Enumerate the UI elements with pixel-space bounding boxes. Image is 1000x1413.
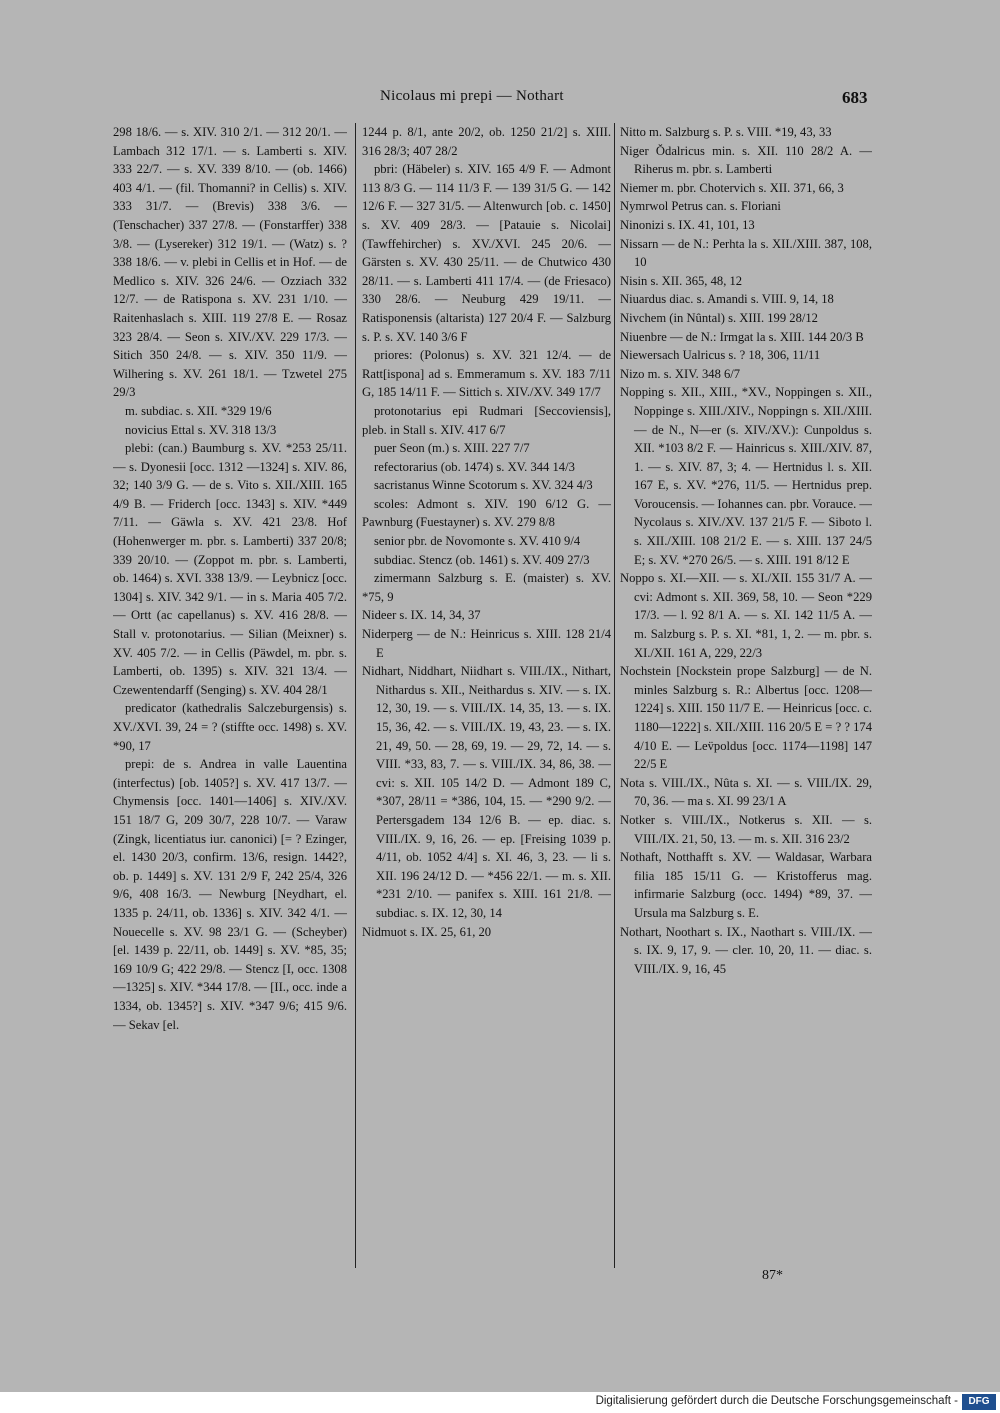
index-entry: prepi: de s. Andrea in valle Lauentina (interfectus) [ob. 1405?] s. XV. 417 13/7. — Chymensis [occ. 1401—1406] s. XIV./XV. 151 18/7 G, 209 30/7, 228 10/7. — Varaw (Zingk, licentiatus iur. canonici) [= ? Ezinger, el. 1430 20/3, confirm. 13/6, resign. 1442?, ob. p. 1449] s. XV. 131 2/9 F, 242 25/4, 326 9/6, 408 16/3. — Newburg [Neydhart, el. 1335 p. 24/11, ob. 1336] s. XIV. 342 4/1. — Nouecelle s. XV. 98 23/1 G. — (Scheyber) [el. 1439 p. 22/11, ob. 1449] s. XV. *85, 35; 169 10/9 G; 422 29/8. — Stencz [I, occ. 1308—1325] s. XIV. *344 17/8. — [II., occ. inde a 1334, ob. 1345?] s. XIV. *347 9/6; 415 9/6. — Sekav [el. [113, 757, 347, 1032]
index-entry: Notker s. VIII./IX., Notkerus s. XII. — s. VIII./IX. 21, 50, 13. — m. s. XII. 316 23/2 [620, 812, 872, 846]
index-entry: pbri: (Häbeler) s. XIV. 165 4/9 F. — Admont 113 8/3 G. — 114 11/3 F. — 139 31/5 G. — 142 12/6 F. — 327 31/5. — Altenwurch [ob. c. 1450] s. XV. 409 28/3. — [Patauie s. Nicolai] (Tawffehircher) s. XV./XVI. 245 20/6. — Gärsten s. XV. 430 25/11. — de Chutwico 430 28/11. — s. Lamberti 411 17/4. — (de Friesaco) 330 28/6. — Neuburg 429 19/11. — Ratisponensis (altarista) 127 20/4 F. — Salzburg s. P. s. XV. 140 3/6 F [362, 162, 611, 344]
index-entry: subdiac. Stencz (ob. 1461) s. XV. 409 27/3 [374, 552, 590, 567]
index-entry: Nideer s. IX. 14, 34, 37 [362, 608, 481, 623]
index-entry: Noppo s. XI.—XII. — s. XI./XII. 155 31/7 A. — cvi: Admont s. XII. 369, 58, 10. — Seon *229 17/3. — l. 92 8/1 A. — s. XI. 142 11/5 A. — m. Salzburg s. P. s. XI. *81, 1, 2. — m. pbr. s. XI./XII. 161 A, 229, 22/3 [620, 571, 872, 660]
funding-credit: Digitalisierung gefördert durch die Deutsche Forschungsgemeinschaft - [595, 1395, 958, 1407]
column-divider [614, 123, 615, 1268]
index-entry: zimermann Salzburg s. E. (maister) s. XV. *75, 9 [362, 571, 611, 604]
index-entry: Niewersach Ualricus s. ? 18, 306, 11/11 [620, 348, 821, 363]
index-entry: senior pbr. de Novomonte s. XV. 410 9/4 [374, 534, 581, 549]
index-entry: puer Seon (m.) s. XIII. 227 7/7 [374, 441, 530, 456]
index-entry: refectorarius (ob. 1474) s. XV. 344 14/3 [374, 459, 575, 474]
index-entry: m. subdiac. s. XII. *329 19/6 [125, 403, 272, 418]
index-entry: plebi: (can.) Baumburg s. XV. *253 25/11. — s. Dyonesii [occ. 1312 —1324] s. XIV. 86, 32; 140 3/9 G. — de s. Vito s. XII./XIII. 165 4/9 B. — Friderch [occ. 1343] s. XIV. *449 7/11. — Gäwla s. XV. 421 23/8. Hof (Hohenwerger m. pbr. s. Lamberti) 337 20/8; 339 20/10. — (Zoppot m. pbr. s. Lamberti, ob. 1464) s. XVI. 338 13/9. — Leybnicz [occ. 1304] s. XIV. 342 9/1. — in s. Maria 405 7/2. — Ortt (ac capellanus) s. XV. 416 28/8. — Stall v. protonotarius. — Silian (Meixner) s. XV. 405 7/2. — in Cellis (Päwdel, m. pbr. s. Lamberti, ob. 1395) s. XIV. 321 13/4. — Czewentendarff (Senging) s. XV. 404 28/1 [113, 441, 347, 697]
index-entry: Nothart, Noothart s. IX., Naothart s. VIII./IX. — s. IX. 9, 17, 9. — cler. 10, 20, 11. — diac. s. VIII./IX. 9, 16, 45 [620, 924, 872, 976]
index-entry: Nota s. VIII./IX., Nûta s. XI. — s. VIII./IX. 29, 70, 36. — ma s. XI. 99 23/1 A [620, 775, 872, 809]
column-3 [620, 123, 872, 1273]
index-entry: Nizo m. s. XIV. 348 6/7 [620, 366, 741, 381]
running-title: Nicolaus mi prepi — Nothart [380, 88, 564, 104]
index-entry: Nopping s. XII., XIII., *XV., Noppingen s. XII., Noppinge s. XIII./XIV., Noppingn s. XII./XIII. — de N., N—er (s. XIV./XV.): Cunpoldus s. XII. *103 8/2 F. — Hainricus s. XIII./XIV. 87, 1. — s. XIV. 87, 3; 4. — Hertnidus l. s. XII. 167 E, s. XV. *276, 11/5. — Hertnidus prep. Voroucensis. — Iohannes can. pbr. Vorauce. — Nycolaus s. XIV./XV. 137 21/5 F. — Siboto l. s. XII./XIII. 108 21/2 E. — s. XIII. 137 24/5 E; s. XV. *270 26/5. — s. XIII. 191 8/12 E [620, 385, 872, 567]
column-1 [113, 123, 347, 1273]
index-entry: Nitto m. Salzburg s. P. s. VIII. *19, 43, 33 [620, 125, 832, 139]
index-entry: Niuardus diac. s. Amandi s. VIII. 9, 14, 18 [620, 292, 834, 307]
index-entry: Niderperg — de N.: Heinricus s. XIII. 128 21/4 E [362, 627, 611, 660]
index-entry: 298 18/6. — s. XIV. 310 2/1. — 312 20/1. — Lambach 312 17/1. — s. Lamberti s. XIV. 333 22/7. — s. XV. 339 8/10. — (ob. 1466) 403 4/1. — (fil. Thomanni? in Cellis) s. XIV. 333 31/7. — (Brevis) 338 3/6. — (Tenschacher) 337 27/8. — (Fonstarffer) 338 3/8. — (Lysereker) 312 19/1. — (Watz) s. ? 338 18/6. — v. plebi in Cellis et in Hof. — de Medlico s. XIV. 326 24/6. — Ozziach 332 12/7. — de Ratispona s. XV. 231 1/10. — Raitenhaslach s. XIII. 119 27/8 E. — Rosaz 323 28/4. — Seon s. XIV./XV. 229 17/3. — Sitich 350 24/8. — s. XIV. 350 11/9. — Wilhering s. XV. 261 18/1. — Tzwetel 275 29/3 [113, 125, 347, 400]
index-entry: Niger Ŏdalricus min. s. XII. 110 28/2 A. — Riherus m. pbr. s. Lamberti [620, 143, 872, 177]
page-number: 683 [842, 88, 868, 107]
index-entry: Niemer m. pbr. Chotervich s. XII. 371, 66, 3 [620, 180, 844, 195]
index-entry: Nymrwol Petrus can. s. Floriani [620, 199, 781, 214]
index-entry: Nothaft, Notthafft s. XV. — Waldasar, Warbara filia 185 15/11 G. — Kristofferus mag. infirmarie Salzburg (occ. 1494) *89, 37. — Ursula ma Salzburg s. E. [620, 850, 872, 920]
index-entry: Ninonizi s. IX. 41, 101, 13 [620, 217, 755, 232]
index-entry: Niuenbre — de N.: Irmgat la s. XIII. 144 20/3 B [620, 329, 864, 344]
index-entry: Nivchem (in Nûntal) s. XIII. 199 28/12 [620, 310, 818, 325]
index-entry: Nidhart, Niddhart, Niidhart s. VIII./IX., Nithart, Nithardus s. XII., Neithardus s. XIV. — s. IX. 12, 30, 19. — s. VIII./IX. 14, 35, 13. — s. IX. 15, 36, 42. — s. VIII./IX. 19, 43, 23. — s. IX. 21, 49, 50. — 28, 69, 19. — 29, 72, 14. — s. VIII. *33, 83, 7. — s. VIII./IX. 34, 86, 38. — cvi: s. XII. 105 14/2 D. — Admont 189 C, *307, 28/11 = *386, 104, 15. — *290 9/2. — Pertersgadem 134 12/6 B. — ep. diac. s. VIII./IX. 9, 16, 26. — ep. [Freising 1039 p. 4/11, ob. 1052 4/4] s. XI. 46, 3, 23. — li s. XII. 196 24/12 D. — *456 22/1. — m. s. XII. *231 2/10. — panifex s. XIII. 161 21/8. — subdiac. s. IX. 12, 30, 14 [362, 664, 611, 920]
index-entry: sacristanus Winne Scotorum s. XV. 324 4/3 [374, 478, 593, 493]
signature-mark: 87* [762, 1268, 783, 1283]
index-entry: scoles: Admont s. XIV. 190 6/12 G. — Pawnburg (Fuestayner) s. XV. 279 8/8 [362, 496, 611, 530]
column-2 [362, 123, 611, 1273]
index-entry: Nidmuot s. IX. 25, 61, 20 [362, 924, 492, 939]
index-entry: priores: (Polonus) s. XV. 321 12/4. — de Ratt[ispona] ad s. Emmeramum s. XV. 183 7/11 G, 185 14/11 F. — Sittich s. XIV./XV. 349 17/7 [362, 348, 611, 400]
index-entry: 1244 p. 8/1, ante 20/2, ob. 1250 21/2] s. XIII. 316 28/3; 407 28/2 [362, 125, 611, 158]
footer-bar [0, 1392, 1000, 1413]
index-entry: protonotarius epi Rudmari [Seccoviensis], pleb. in Stall s. XIV. 417 6/7 [362, 403, 611, 437]
running-head [0, 88, 1000, 110]
index-entry: novicius Ettal s. XV. 318 13/3 [125, 422, 277, 437]
index-entry: Nissarn — de N.: Perhta la s. XII./XIII. 387, 108, 10 [620, 236, 872, 270]
dfg-logo: DFG [962, 1394, 996, 1410]
index-entry: predicator (kathedralis Salczeburgensis) s. XV./XVI. 39, 24 = ? (stiffte occ. 1498) s. XV. *90, 17 [113, 701, 347, 753]
index-entry: Nochstein [Nockstein prope Salzburg] — de N. minles Salzburg s. R.: Albertus [occ. 1208—1224] s. XIII. 150 11/7 E. — Heinricus [occ. c. 1180—1222] s. XII./XIII. 116 20/5 E = ? ? 174 4/10 E. — Lev̈poldus [occ. 1174—1198] 147 22/5 E [620, 664, 872, 772]
column-divider [355, 123, 356, 1268]
index-entry: Nisin s. XII. 365, 48, 12 [620, 273, 743, 288]
